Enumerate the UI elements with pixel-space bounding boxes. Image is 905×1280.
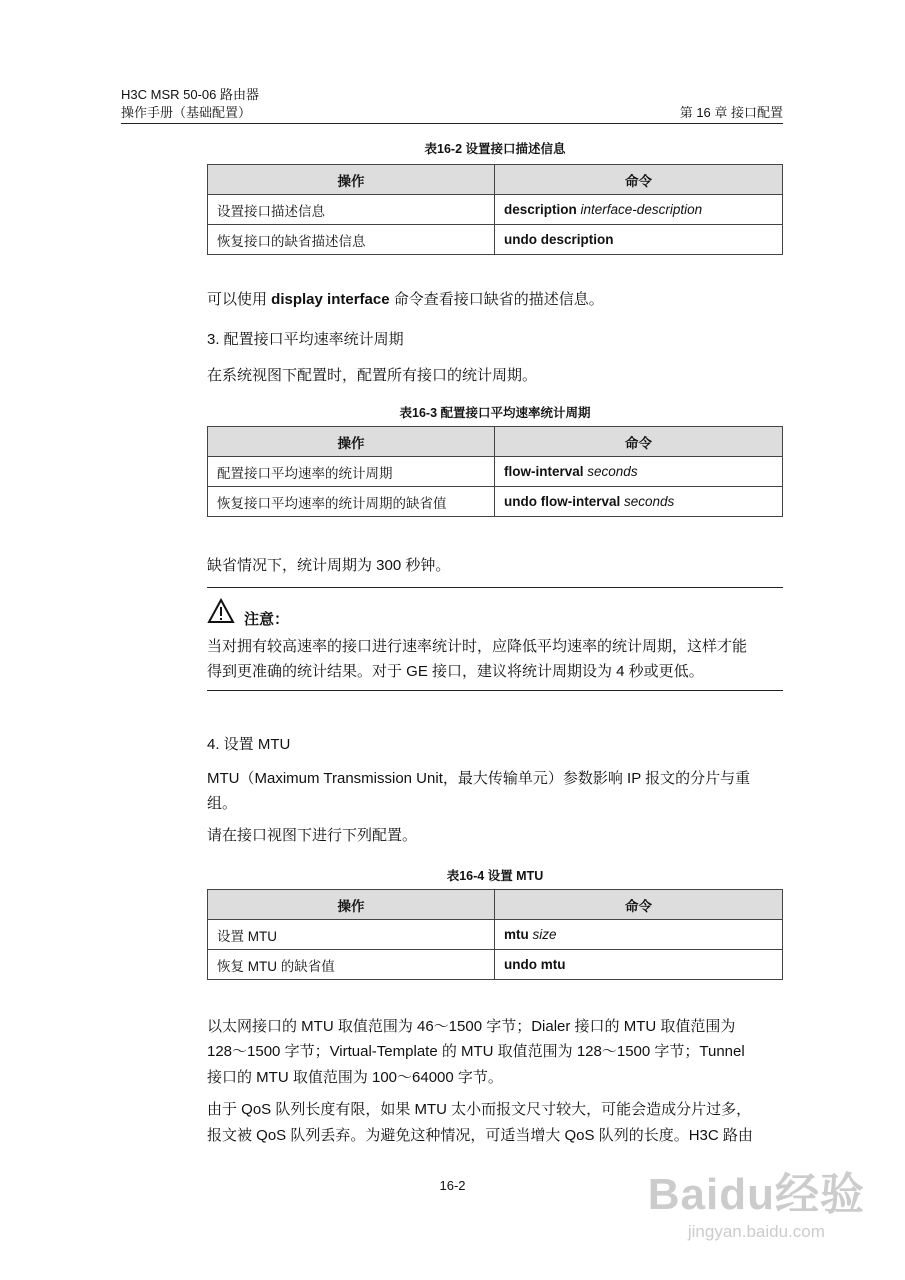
notice-line: 当对拥有较高速率的接口进行速率统计时，应降低平均速率的统计周期，这样才能: [207, 638, 748, 655]
notice-title: 注意：: [244, 611, 290, 628]
cell-op: 设置 MTU: [208, 920, 495, 950]
paragraph: 在系统视图下配置时，配置所有接口的统计周期。: [207, 367, 538, 384]
watermark-url: jingyan.baidu.com: [687, 1222, 825, 1241]
table-16-2: [207, 164, 783, 255]
paragraph-line: 组。: [207, 795, 238, 812]
header-manual: 操作手册（基础配置）: [121, 105, 252, 120]
cell-cmd: undo flow-interval seconds: [495, 487, 783, 517]
cell-op: 配置接口平均速率的统计周期: [208, 457, 495, 487]
paragraph-line: 接口的 MTU 取值范围为 100～64000 字节。: [207, 1069, 503, 1086]
paragraph: 缺省情况下，统计周期为 300 秒钟。: [207, 557, 451, 574]
notice-rule-bottom: [207, 690, 783, 691]
cell-cmd: undo description: [495, 225, 783, 255]
cell-op: 设置接口描述信息: [208, 195, 495, 225]
page-number: 16-2: [439, 1178, 466, 1193]
header-product: H3C MSR 50-06 路由器: [121, 87, 259, 102]
section-heading: 3. 配置接口平均速率统计周期: [207, 331, 404, 348]
table-caption: 表16-4 设置 MTU: [446, 869, 544, 883]
cell-cmd: description interface-description: [495, 195, 783, 225]
cell-cmd: flow-interval seconds: [495, 457, 783, 487]
table-row: [208, 195, 783, 225]
col-header: 命令: [495, 890, 783, 920]
table-caption: 表16-3 配置接口平均速率统计周期: [399, 406, 591, 420]
col-header: 命令: [495, 165, 783, 195]
table-row: [208, 487, 783, 517]
notice-line: 得到更准确的统计结果。对于 GE 接口，建议将统计周期设为 4 秒或更低。: [207, 663, 704, 680]
watermark-logo: Baidu经验: [647, 1170, 865, 1219]
paragraph-line: 以太网接口的 MTU 取值范围为 46～1500 字节；Dialer 接口的 MTU 取值范围为: [207, 1018, 736, 1035]
paragraph-line: 报文被 QoS 队列丢弃。为避免这种情况，可适当增大 QoS 队列的长度。H3C 路由: [207, 1127, 753, 1144]
col-header: 命令: [495, 427, 783, 457]
cell-op: 恢复 MTU 的缺省值: [208, 950, 495, 980]
col-header: 操作: [208, 165, 495, 195]
section-heading: 4. 设置 MTU: [207, 736, 291, 753]
cell-op: 恢复接口平均速率的统计周期的缺省值: [208, 487, 495, 517]
table-row: [208, 225, 783, 255]
table-row: [208, 950, 783, 980]
cell-cmd: mtu size: [495, 920, 783, 950]
paragraph: 可以使用 display interface 命令查看接口缺省的描述信息。: [207, 291, 604, 308]
baidu-watermark: [648, 1158, 865, 1242]
notice-rule-top: [207, 587, 783, 588]
col-header: 操作: [208, 427, 495, 457]
table-16-4: [207, 889, 783, 980]
cell-op: 恢复接口的缺省描述信息: [208, 225, 495, 255]
table-row: [208, 920, 783, 950]
cell-cmd: undo mtu: [495, 950, 783, 980]
paragraph-line: MTU（Maximum Transmission Unit，最大传输单元）参数影响 IP 报文的分片与重: [207, 770, 751, 787]
col-header: 操作: [208, 890, 495, 920]
paragraph: 请在接口视图下进行下列配置。: [207, 827, 418, 844]
table-row: [208, 457, 783, 487]
warning-icon: [207, 598, 235, 624]
header-chapter: 第 16 章 接口配置: [679, 105, 783, 120]
paragraph-line: 由于 QoS 队列长度有限，如果 MTU 太小而报文尺寸较大，可能会造成分片过多，: [207, 1101, 752, 1118]
header-rule: [121, 123, 783, 124]
table-16-3: [207, 426, 783, 517]
paragraph-line: 128～1500 字节；Virtual-Template 的 MTU 取值范围为 128～1500 字节；Tunnel: [207, 1043, 745, 1060]
table-caption: 表16-2 设置接口描述信息: [424, 142, 566, 156]
